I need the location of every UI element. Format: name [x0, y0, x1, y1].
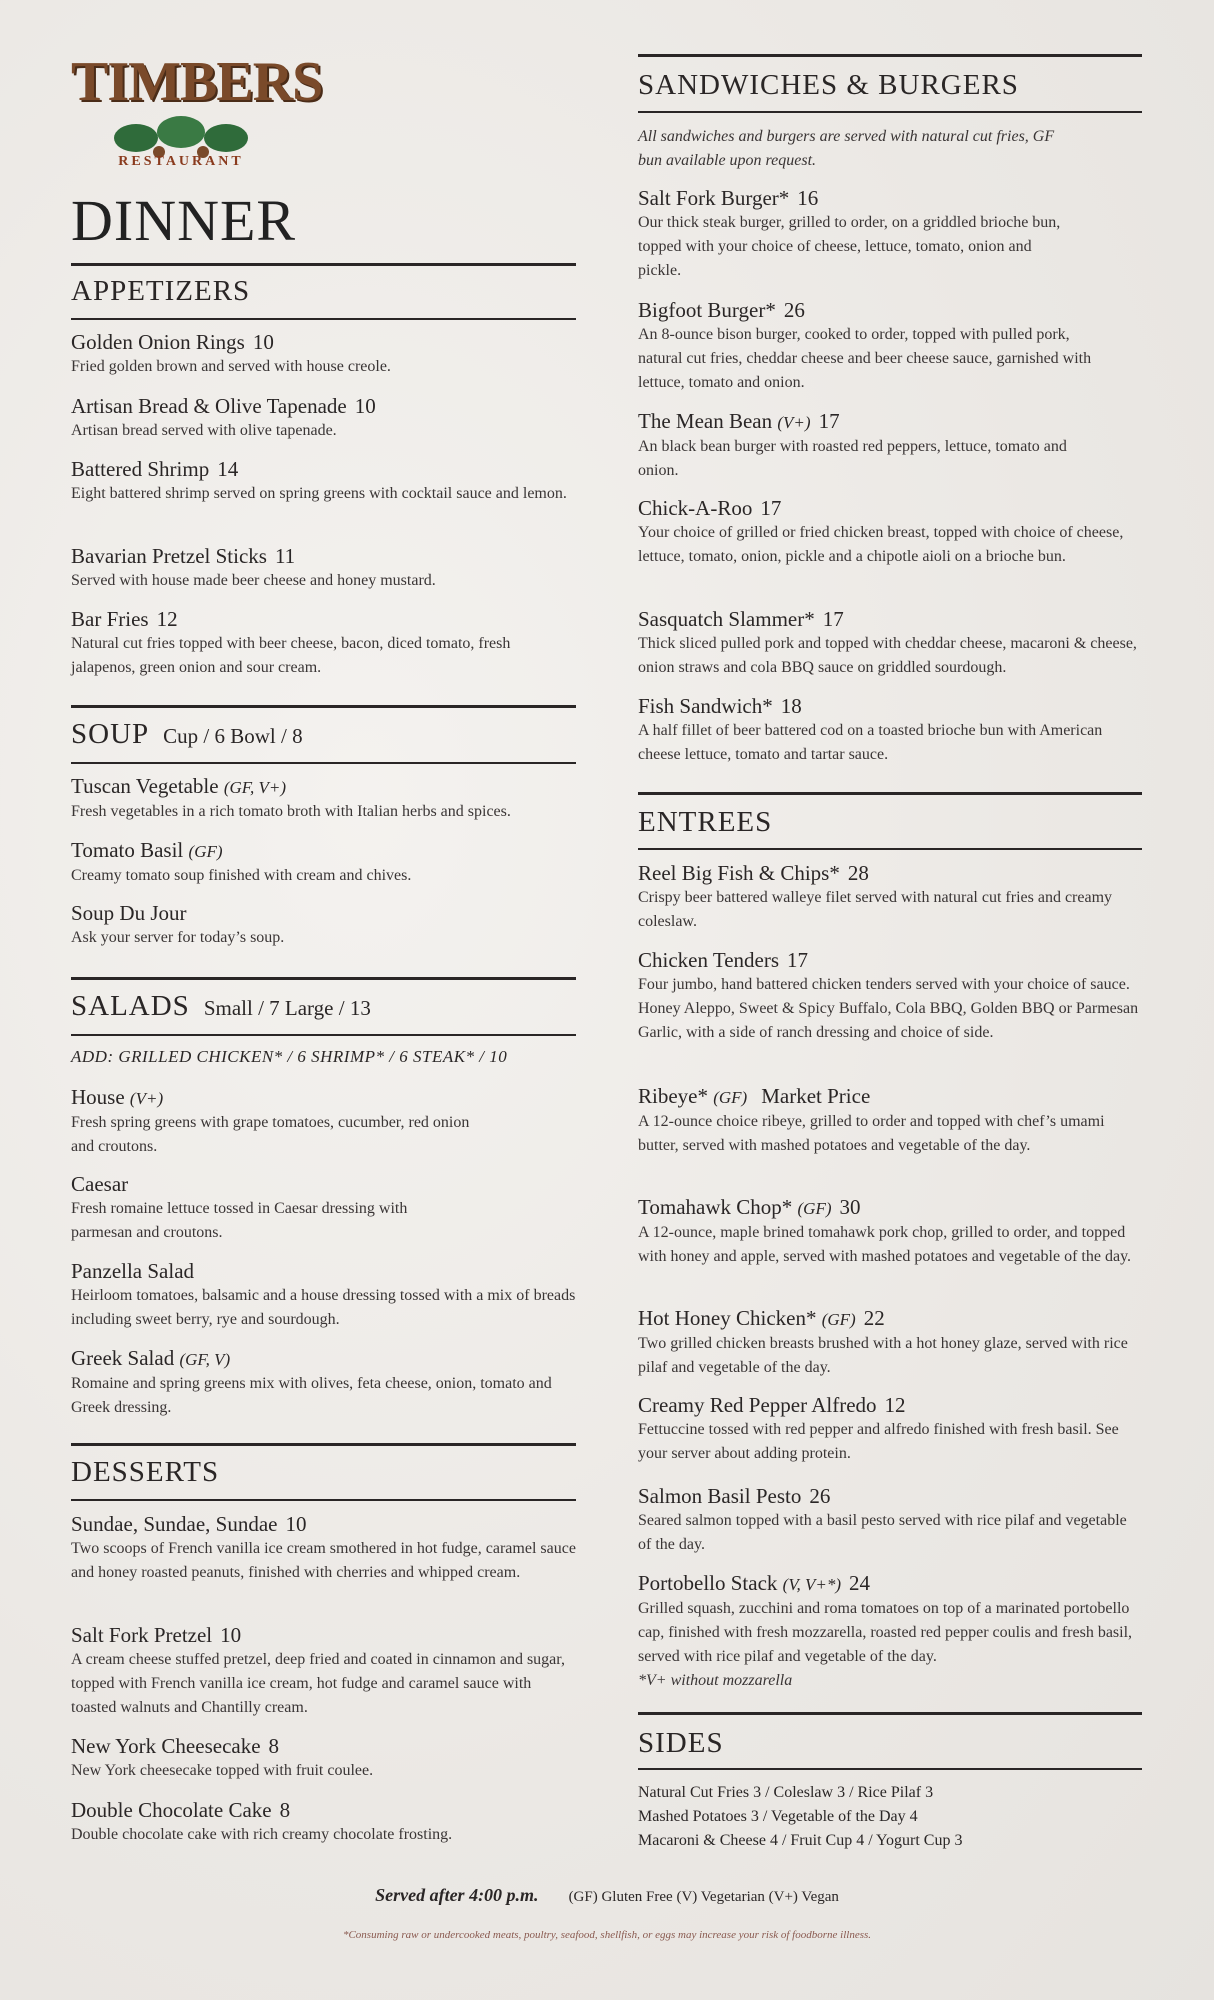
- item-diet-tag: (GF): [713, 1088, 748, 1107]
- divider: [71, 762, 576, 764]
- menu-item: [638, 607, 1142, 680]
- item-price: 18: [780, 694, 802, 718]
- item-name: Bar Fries: [71, 607, 149, 631]
- menu-item: [71, 607, 576, 680]
- item-name: Double Chocolate Cake: [71, 1798, 272, 1822]
- item-description: Double chocolate cake with rich creamy chocolate frosting.: [71, 1826, 453, 1843]
- menu-item: [638, 1484, 1142, 1557]
- item-price: 12: [156, 607, 178, 631]
- item-price: 8: [268, 1734, 280, 1758]
- item-name: Panzella Salad: [71, 1259, 195, 1283]
- sides-list: [638, 1781, 1142, 1853]
- item-name: Soup Du Jour: [71, 901, 187, 925]
- item-price: 17: [822, 607, 844, 631]
- divider: [638, 111, 1142, 113]
- section-title-appetizers: APPETIZERS: [71, 275, 251, 307]
- item-price: 17: [760, 496, 782, 520]
- item-description: An black bean burger with roasted red peppers, lettuce, tomato and onion.: [638, 438, 1067, 479]
- menu-item: [638, 1306, 1142, 1380]
- salad-add-ons: ADD: GRILLED CHICKEN* / 6 SHRIMP* / 6 STEAK* / 10: [71, 1047, 508, 1066]
- item-name: Salmon Basil Pesto: [638, 1484, 802, 1508]
- menu-item: [71, 1085, 471, 1159]
- section-title-sides: SIDES: [638, 1727, 724, 1759]
- item-price: 10: [285, 1512, 307, 1536]
- page-title: DINNER: [71, 188, 297, 253]
- item-diet-tag: (GF, V+): [223, 778, 286, 797]
- menu-item: [71, 1734, 576, 1783]
- item-price: 10: [220, 1623, 242, 1647]
- item-price: 17: [818, 409, 840, 433]
- section-title-sandwiches: SANDWICHES & BURGERS: [638, 69, 1019, 101]
- footer: [0, 1885, 1214, 1906]
- item-name: New York Cheesecake: [71, 1734, 261, 1758]
- item-name: Salt Fork Burger*: [638, 186, 790, 210]
- menu-item: [71, 774, 576, 824]
- item-description: A 12-ounce choice ribeye, grilled to order and topped with chef’s umami butter, served with mashed potatoes and vegetable of the day.: [638, 1113, 1105, 1154]
- item-diet-tag: (V+): [129, 1089, 164, 1108]
- item-name: Hot Honey Chicken*: [638, 1306, 817, 1330]
- item-price: 28: [847, 861, 869, 885]
- divider: [638, 1712, 1142, 1715]
- menu-item: [638, 1084, 1118, 1158]
- section-pricing: Cup / 6 Bowl / 8: [163, 724, 303, 748]
- menu-item: [71, 1512, 576, 1585]
- menu-item: [638, 298, 1118, 395]
- item-description: Ask your server for today’s soup.: [71, 929, 285, 946]
- item-name: Golden Onion Rings: [71, 330, 245, 354]
- item-description: A cream cheese stuffed pretzel, deep fried and coated in cinnamon and sugar, topped with French vanilla ice cream, hot fudge and caramel sauce with toasted walnuts and Chantilly cream.: [71, 1651, 565, 1716]
- section-title-desserts: DESSERTS: [71, 1456, 220, 1488]
- logo-subtitle: RESTAURANT: [118, 154, 244, 169]
- item-description: Eight battered shrimp served on spring greens with cocktail sauce and lemon.: [71, 485, 567, 502]
- item-name: Tuscan Vegetable: [71, 774, 219, 798]
- menu-item: [638, 1393, 1142, 1466]
- item-description: Fresh spring greens with grape tomatoes, cucumber, red onion and croutons.: [71, 1114, 470, 1155]
- menu-item: [71, 544, 576, 593]
- item-name: Reel Big Fish & Chips*: [638, 861, 840, 885]
- item-description: Romaine and spring greens mix with olives, feta cheese, onion, tomato and Greek dressing.: [71, 1375, 552, 1416]
- menu-item: [638, 1195, 1142, 1269]
- item-name: Salt Fork Pretzel: [71, 1623, 213, 1647]
- item-description: Your choice of grilled or fried chicken breast, topped with choice of cheese, lettuce, tomato, onion, pickle and a chipotle aioli on a brioche bun.: [638, 524, 1124, 565]
- item-note: *V+ without mozzarella: [638, 1672, 793, 1689]
- item-description: A half fillet of beer battered cod on a toasted brioche bun with American cheese lettuce, tomato and tartar sauce.: [638, 722, 1103, 763]
- item-description: Artisan bread served with olive tapenade.: [71, 422, 337, 439]
- menu-item: [638, 409, 1068, 483]
- menu-item: [71, 1623, 576, 1720]
- restaurant-logo: [71, 50, 323, 175]
- item-description: Our thick steak burger, grilled to order, on a griddled brioche bun, topped with your choice of cheese, lettuce, tomato, onion and pickle.: [638, 214, 1061, 279]
- divider: [638, 848, 1142, 850]
- item-description: Two grilled chicken breasts brushed with a hot honey glaze, served with rice pilaf and vegetable of the day.: [638, 1335, 1128, 1376]
- menu-item: [71, 1172, 471, 1245]
- item-price: 10: [252, 330, 274, 354]
- item-price: Market Price: [761, 1084, 871, 1108]
- item-description: An 8-ounce bison burger, cooked to order, topped with pulled pork, natural cut fries, cheddar cheese and beer cheese sauce, garnished with lettuce, tomato and onion.: [638, 326, 1092, 391]
- menu-item: [71, 1259, 576, 1332]
- section-name: SOUP: [71, 718, 150, 750]
- item-price: 17: [787, 948, 809, 972]
- item-description: Served with house made beer cheese and honey mustard.: [71, 572, 436, 589]
- item-diet-tag: (GF): [821, 1310, 856, 1329]
- item-description: Fresh romaine lettuce tossed in Caesar dressing with parmesan and croutons.: [71, 1200, 408, 1241]
- menu-item: [638, 861, 1142, 934]
- item-description: Fettuccine tossed with red pepper and alfredo finished with fresh basil. See your server about adding protein.: [638, 1421, 1119, 1462]
- divider: [71, 705, 576, 708]
- section-name: SALADS: [71, 990, 190, 1022]
- menu-item: [638, 1571, 1142, 1693]
- section-title-entrees: ENTREES: [638, 806, 773, 838]
- item-name: The Mean Bean: [638, 409, 773, 433]
- item-price: 16: [797, 186, 819, 210]
- divider: [71, 1034, 576, 1036]
- item-description: Seared salmon topped with a basil pesto served with rice pilaf and vegetable of the day.: [638, 1512, 1127, 1553]
- item-name: Sundae, Sundae, Sundae: [71, 1512, 278, 1536]
- logo-wordmark: TIMBERS: [71, 51, 323, 113]
- item-price: 14: [217, 457, 239, 481]
- item-description: Creamy tomato soup finished with cream and chives.: [71, 867, 412, 884]
- item-diet-tag: (V+): [777, 413, 811, 432]
- item-diet-tag: (V, V+*): [782, 1575, 842, 1594]
- item-description: New York cheesecake topped with fruit coulee.: [71, 1762, 374, 1779]
- sides-line: Natural Cut Fries 3 / Coleslaw 3 / Rice Pilaf 3: [638, 1784, 934, 1801]
- item-name: Battered Shrimp: [71, 457, 210, 481]
- diet-legend: (GF) Gluten Free (V) Vegetarian (V+) Vegan: [568, 1889, 839, 1905]
- divider: [638, 1768, 1142, 1770]
- item-name: Caesar: [71, 1172, 129, 1196]
- item-description: Natural cut fries topped with beer cheese, bacon, diced tomato, fresh jalapenos, green onion and sour cream.: [71, 635, 511, 676]
- item-name: Greek Salad: [71, 1346, 175, 1370]
- item-diet-tag: (GF): [188, 842, 223, 861]
- menu-item: [638, 948, 1142, 1045]
- item-name: Chicken Tenders: [638, 948, 780, 972]
- item-description: Two scoops of French vanilla ice cream smothered in hot fudge, caramel sauce and honey roasted peanuts, finished with cherries and whipped cream.: [71, 1540, 576, 1581]
- divider: [71, 1499, 576, 1501]
- sides-line: Macaroni & Cheese 4 / Fruit Cup 4 / Yogurt Cup 3: [638, 1832, 963, 1849]
- divider: [638, 792, 1142, 795]
- item-price: 22: [863, 1306, 885, 1330]
- item-price: 30: [839, 1195, 861, 1219]
- section-note: All sandwiches and burgers are served with natural cut fries, GF bun available upon request.: [638, 128, 1055, 169]
- divider: [638, 54, 1142, 57]
- item-price: 12: [884, 1393, 906, 1417]
- divider: [71, 318, 576, 320]
- menu-item: [71, 457, 576, 506]
- sides-line: Mashed Potatoes 3 / Vegetable of the Day 4: [638, 1808, 918, 1825]
- item-price: 8: [279, 1798, 291, 1822]
- menu-item: [71, 1798, 576, 1847]
- item-diet-tag: (GF): [797, 1199, 832, 1218]
- item-description: A 12-ounce, maple brined tomahawk pork chop, grilled to order, and topped with honey and apple, served with mashed potatoes and vegetable of the day.: [638, 1224, 1132, 1265]
- item-name: House: [71, 1085, 125, 1109]
- item-description: Fresh vegetables in a rich tomato broth with Italian herbs and spices.: [71, 803, 511, 820]
- item-name: Ribeye*: [638, 1084, 708, 1108]
- menu-item: [71, 901, 576, 950]
- section-title-soup: [71, 718, 303, 751]
- item-name: Bavarian Pretzel Sticks: [71, 544, 267, 568]
- served-hours: Served after 4:00 p.m.: [375, 1885, 539, 1905]
- menu-item: [638, 694, 1118, 767]
- item-description: Fried golden brown and served with house creole.: [71, 358, 391, 375]
- menu-item: [71, 330, 576, 379]
- item-price: 26: [809, 1484, 831, 1508]
- item-name: Tomato Basil: [71, 838, 184, 862]
- item-description: Crispy beer battered walleye filet served with natural cut fries and creamy coleslaw.: [638, 889, 1113, 930]
- item-description: Heirloom tomatoes, balsamic and a house dressing tossed with a mix of breads including sweet berry, rye and sourdough.: [71, 1287, 576, 1328]
- divider: [71, 977, 576, 980]
- item-description: Grilled squash, zucchini and roma tomatoes on top of a marinated portobello cap, finished with fresh mozzarella, roasted red pepper coulis and fresh basil, served with rice pilaf and vegetable of the day.: [638, 1600, 1133, 1665]
- item-diet-tag: (GF, V): [179, 1350, 231, 1369]
- item-price: 24: [849, 1571, 871, 1595]
- item-price: 10: [354, 394, 376, 418]
- menu-item: [638, 496, 1142, 569]
- divider: [71, 1443, 576, 1446]
- item-price: 26: [783, 298, 805, 322]
- item-name: Chick-A-Roo: [638, 496, 753, 520]
- item-name: Sasquatch Slammer*: [638, 607, 815, 631]
- menu-item: [71, 1346, 576, 1420]
- section-title-salads: [71, 990, 371, 1023]
- menu-item: [638, 186, 1068, 283]
- section-pricing: Small / 7 Large / 13: [203, 996, 371, 1020]
- item-name: Fish Sandwich*: [638, 694, 773, 718]
- item-name: Portobello Stack: [638, 1571, 778, 1595]
- food-safety-disclaimer: *Consuming raw or undercooked meats, poultry, seafood, shellfish, or eggs may increase your risk of foodborne illness.: [342, 1929, 872, 1941]
- item-name: Artisan Bread & Olive Tapenade: [71, 394, 347, 418]
- item-price: 11: [274, 544, 296, 568]
- item-name: Tomahawk Chop*: [638, 1195, 793, 1219]
- item-name: Creamy Red Pepper Alfredo: [638, 1393, 877, 1417]
- item-description: Four jumbo, hand battered chicken tenders served with your choice of sauce. Honey Aleppo, Sweet & Spicy Buffalo, Cola BBQ, Golden BBQ or Parmesan Garlic, with a side of ranch dressing and choice of side.: [638, 976, 1139, 1041]
- item-name: Bigfoot Burger*: [638, 298, 776, 322]
- divider: [71, 263, 576, 266]
- menu-item: [71, 394, 576, 443]
- item-description: Thick sliced pulled pork and topped with cheddar cheese, macaroni & cheese, onion straws and cola BBQ sauce on griddled sourdough.: [638, 635, 1137, 676]
- menu-item: [71, 838, 576, 888]
